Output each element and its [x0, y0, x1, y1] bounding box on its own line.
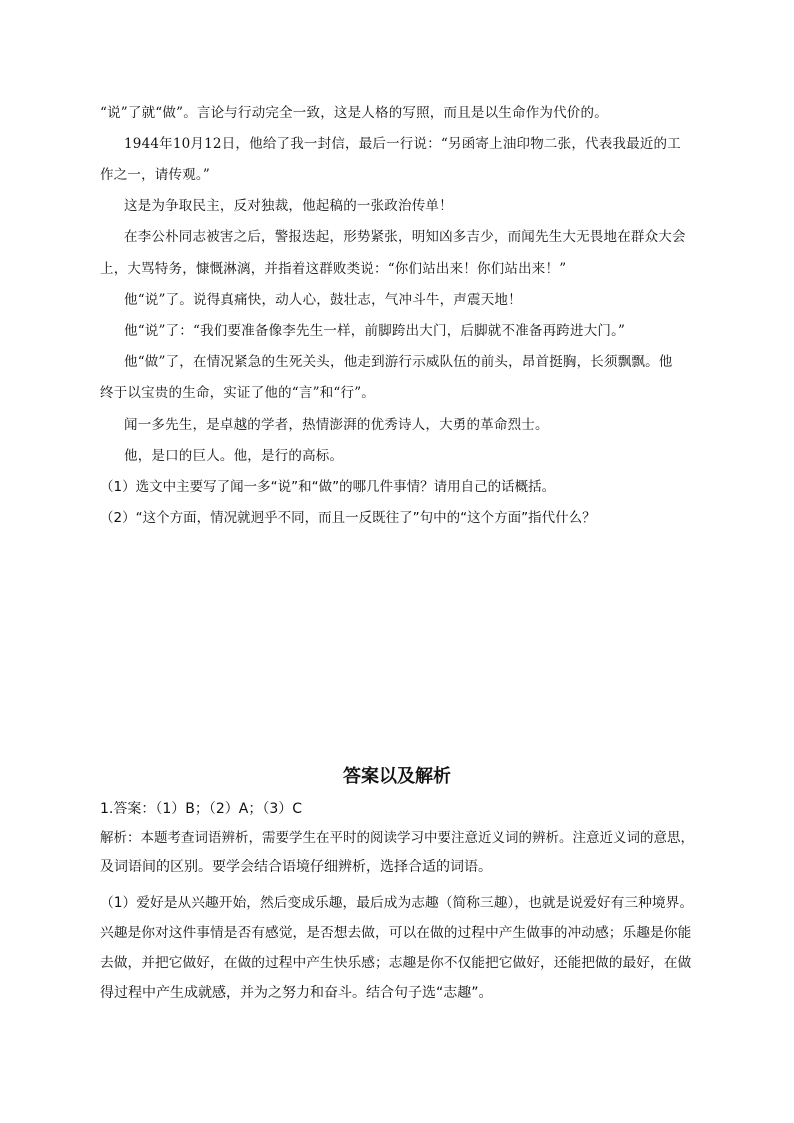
- analysis-line-4: 兴趣是你对这件事情是否有感觉，是否想去做，可以在做的过程中产生做事的冲动感；乐趣是你能: [100, 925, 692, 941]
- analysis-line-5: 去做，并把它做好，在做的过程中产生快乐感；志趣是你不仅能把它做好，还能把做的最好，在做: [100, 955, 692, 971]
- passage-line-8: 他“说”了：“我们要准备像李先生一样，前脚跨出大门，后脚就不准备再跨进大门。”: [124, 323, 626, 339]
- passage-line-9: 他“做”了，在情况紧急的生死关头，他走到游行示威队伍的前头，昂首挺胸，长须飘飘。他: [124, 354, 673, 370]
- question-2: （2）“这个方面，情况就迥乎不同，而且一反既往了”句中的“这个方面”指代什么？: [100, 510, 596, 526]
- analysis-line-1: 解析：本题考查词语辨析，需要学生在平时的阅读学习中要注意近义词的辨析。注意近义词的意思，: [100, 830, 694, 846]
- passage-line-3: 作之一，请传观。”: [100, 167, 210, 183]
- question-1: （1）选文中主要写了闻一多“说”和“做”的哪几件事情？请用自己的话概括。: [100, 479, 556, 495]
- answer-line: 1.答案：（1）B；（2）A；（3）C: [100, 801, 303, 817]
- passage-line-1: “说”了就“做”。言论与行动完全一致，这是人格的写照，而且是以生命作为代价的。: [100, 105, 608, 121]
- analysis-line-2: 及词语间的区别。要学会结合语境仔细辨析，选择合适的词语。: [100, 859, 492, 875]
- passage-line-2: 1944年10月12日，他给了我一封信，最后一行说：“另函寄上油印物二张，代表我最近的工: [124, 136, 681, 152]
- passage-line-12: 他，是口的巨人。他，是行的高标。: [124, 448, 344, 464]
- passage-line-4: 这是为争取民主，反对独裁，他起稿的一张政治传单！: [124, 198, 453, 214]
- passage-line-7: 他“说”了。说得真痛快，动人心，鼓壮志，气冲斗牛，声震天地！: [124, 292, 522, 308]
- analysis-line-3: （1）爱好是从兴趣开始，然后变成乐趣，最后成为志趣（简称三趣），也就是说爱好有三种境界。: [100, 895, 694, 911]
- passage-line-11: 闻一多先生，是卓越的学者，热情澎湃的优秀诗人，大勇的革命烈士。: [124, 417, 549, 433]
- passage-line-10: 终于以宝贵的生命，实证了他的“言”和“行”。: [100, 385, 376, 401]
- analysis-line-6: 得过程中产生成就感，并为之努力和奋斗。结合句子选“志趣”。: [100, 985, 493, 1001]
- passage-line-6: 上，大骂特务，慷慨淋漓，并指着这群败类说：“你们站出来！你们站出来！”: [100, 261, 567, 277]
- answer-section-title: 答案以及解析: [343, 766, 451, 787]
- passage-line-5: 在李公朴同志被害之后，警报迭起，形势紧张，明知凶多吉少，而闻先生大无畏地在群众大会: [124, 229, 686, 245]
